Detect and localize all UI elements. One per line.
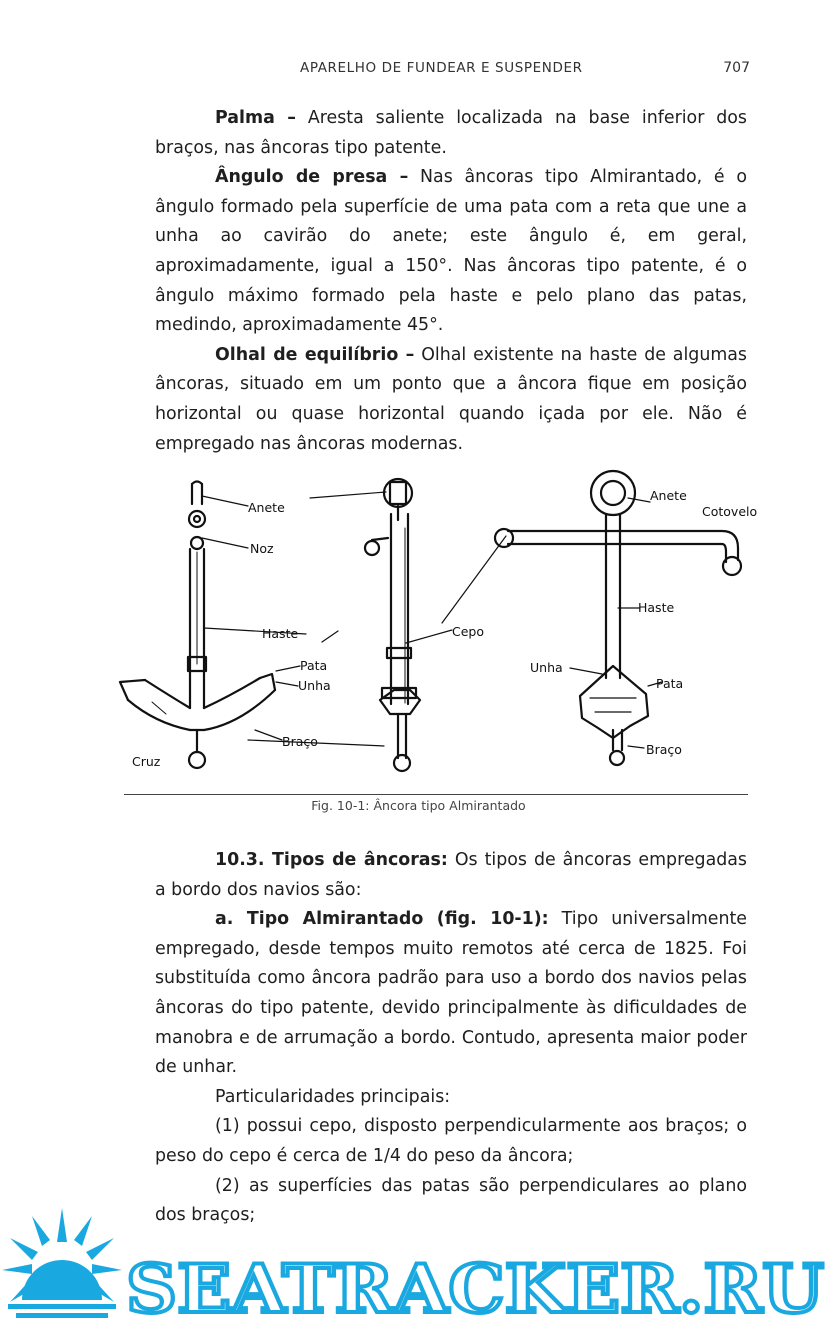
anchor-diagram <box>110 468 760 788</box>
anchor-figure <box>110 468 760 788</box>
particularity-item-2: (2) as superfícies das patas são perpendiculares ao plano dos braços; <box>155 1175 747 1226</box>
label-unha: Unha <box>298 678 331 693</box>
anchor-side-view <box>120 482 275 769</box>
definition-palma <box>155 104 747 163</box>
page-header <box>0 58 837 82</box>
section-heading: 10.3. Tipos de âncoras: <box>215 850 448 870</box>
watermark <box>0 1200 837 1333</box>
label-anete: Anete <box>248 500 285 515</box>
intro-definitions <box>155 104 747 459</box>
label-cepo: Cepo <box>452 624 485 639</box>
particularity-item-1: (1) possui cepo, disposto perpendicularmente aos braços; o peso do cepo é cerca de 1/4 do peso da âncora; <box>155 1116 747 1166</box>
section-heading-paragraph <box>155 846 747 905</box>
subsection-text: Tipo universalmente empregado, desde tempos muito remotos até cerca de 1825. Foi substituída como âncora padrão para uso a bordo dos navios pelas âncoras do tipo patente, devido principalmente às dificuldades de manobra e de arrumação a bordo. Contudo, apresenta maior poder de unhar. <box>155 909 747 1078</box>
sun-icon <box>2 1208 122 1318</box>
label-anete-right: Anete <box>650 488 687 503</box>
label-noz: Noz <box>250 541 274 556</box>
figure-caption: Fig. 10-1: Âncora tipo Almirantado <box>311 798 526 813</box>
label-haste: Haste <box>262 626 299 641</box>
definition-olhal <box>155 341 747 459</box>
label-pata: Pata <box>300 658 328 673</box>
definition-olhal-text: Olhal existente na haste de algumas âncoras, situado em um ponto que a âncora fique em posição horizontal ou quase horizontal quando içada por ele. Não é empregado nas âncoras modernas. <box>155 344 747 454</box>
watermark-text: SEATRACKER.RU <box>126 1250 824 1328</box>
label-braco-right: Braço <box>646 742 682 757</box>
label-unha-right: Unha <box>530 660 563 675</box>
label-braco: Braço <box>282 734 318 749</box>
definition-palma-text: Aresta saliente localizada na base inferior dos braços, nas âncoras tipo patente. <box>155 108 747 158</box>
section-tipos-ancoras <box>155 846 747 1231</box>
section-heading-text: Os tipos de âncoras empregadas a bordo dos navios são: <box>155 850 747 900</box>
watermark-graphic <box>0 1200 837 1333</box>
term-palma: Palma – <box>215 108 296 128</box>
subsection-heading: a. Tipo Almirantado (fig. 10-1): <box>215 909 549 930</box>
label-pata-right: Pata <box>656 676 684 691</box>
subsection-almirantado <box>155 905 747 1083</box>
definition-angulo-de-presa <box>155 163 747 341</box>
page-number: 707 <box>723 60 750 76</box>
term-olhal: Olhal de equilíbrio – <box>215 344 415 365</box>
label-cotovelo: Cotovelo <box>702 504 758 519</box>
anchor-front-view <box>365 479 420 771</box>
particularities-label: Particularidades principais: <box>215 1086 451 1107</box>
running-title: APARELHO DE FUNDEAR E SUSPENDER <box>300 60 583 76</box>
term-angulo-de-presa: Ângulo de presa – <box>215 167 409 188</box>
label-cruz: Cruz <box>132 754 161 769</box>
label-haste-right: Haste <box>638 600 675 615</box>
definition-angulo-text: Nas âncoras tipo Almirantado, é o ângulo formado pela superfície de uma pata com a reta que une a unha ao cavirão do anete; este ângulo é, em geral, aproximadamente, igual a 150°. Nas âncoras tipo patente, é o ângulo máximo formado pela haste e pelo plano das patas, medindo, aproximadamente 45°. <box>155 167 747 336</box>
figure-divider <box>124 794 748 795</box>
